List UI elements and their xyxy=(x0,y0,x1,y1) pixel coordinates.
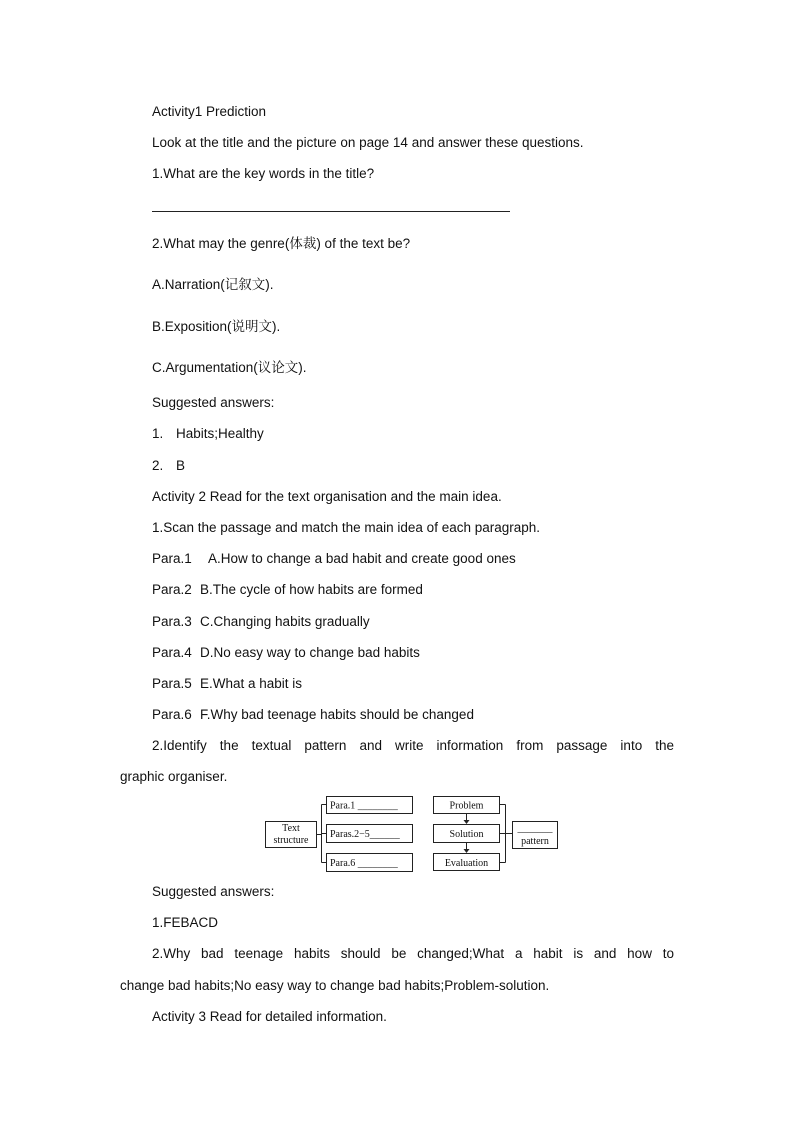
root-label-line1: Text xyxy=(282,823,300,834)
para-box-label: Para.1 ________ xyxy=(330,800,398,812)
arrow-head xyxy=(464,849,470,853)
arrow-head xyxy=(464,820,470,824)
match-para: Para.5 xyxy=(152,676,192,691)
flow-label: Evaluation xyxy=(444,858,489,869)
answer-number: 2. xyxy=(152,458,164,473)
match-idea: C.Changing habits gradually xyxy=(200,614,370,629)
activity3-heading: Activity 3 Read for detailed information. xyxy=(152,1009,387,1024)
result-blank: _______ xyxy=(517,823,553,834)
match-idea: A.How to change a bad habit and create good ones xyxy=(208,551,516,566)
match-idea: D.No easy way to change bad habits xyxy=(200,645,420,660)
answer-item xyxy=(152,457,185,475)
match-para: Para.3 xyxy=(152,614,192,629)
question-2: 2.What may the genre(体裁) of the text be? xyxy=(152,236,411,251)
match-idea: F.Why bad teenage habits should be changed xyxy=(200,707,474,722)
match-row xyxy=(152,675,302,693)
match-para: Para.4 xyxy=(152,645,192,660)
suggested-answers-label: Suggested answers: xyxy=(152,395,275,410)
flow-label: Problem xyxy=(449,800,484,812)
answer-text: B xyxy=(176,458,186,473)
suggested-answers-label: Suggested answers: xyxy=(152,884,275,899)
activity2-task2-line2: graphic organiser. xyxy=(120,769,228,784)
para-box-label: Paras.2−5______ xyxy=(330,829,400,840)
activity2-task2-line1: 2.Identify the textual pattern and write information from passage into the xyxy=(152,738,674,753)
activity1-heading: Activity1 Prediction xyxy=(152,104,267,119)
answer-blank-line xyxy=(152,211,510,212)
option-c: C.Argumentation(议论文). xyxy=(152,360,307,375)
option-a: A.Narration(记叙文). xyxy=(152,277,274,292)
match-para: Para.6 xyxy=(152,707,192,722)
match-idea: B.The cycle of how habits are formed xyxy=(200,582,423,597)
activity2-heading: Activity 2 Read for the text organisation and the main idea. xyxy=(152,489,502,504)
activity2-task1: 1.Scan the passage and match the main idea of each paragraph. xyxy=(152,520,541,535)
match-para: Para.1 xyxy=(152,551,192,566)
option-b: B.Exposition(说明文). xyxy=(152,319,281,334)
activity1-instruction: Look at the title and the picture on page 14 and answer these questions. xyxy=(152,135,584,150)
root-label-line2: structure xyxy=(273,835,309,846)
activity2-answer2-line2: change bad habits;No easy way to change bad habits;Problem-solution. xyxy=(120,978,550,993)
answer-text: Habits;Healthy xyxy=(176,426,264,441)
answer-number: 1. xyxy=(152,426,164,441)
activity2-answer1: 1.FEBACD xyxy=(152,915,219,930)
match-row xyxy=(152,613,370,631)
question-1: 1.What are the key words in the title? xyxy=(152,166,375,181)
para-box-label: Para.6 ________ xyxy=(330,858,398,869)
activity2-answer2-line1: 2.Why bad teenage habits should be changed;What a habit is and how to xyxy=(152,946,674,961)
result-label: pattern xyxy=(521,836,549,847)
flow-label: Solution xyxy=(449,829,484,840)
answer-item xyxy=(152,425,264,443)
match-idea: E.What a habit is xyxy=(200,676,303,691)
match-row xyxy=(152,550,516,568)
match-row xyxy=(152,644,420,662)
match-row xyxy=(152,581,423,599)
match-para: Para.2 xyxy=(152,582,192,597)
graphic-organiser-diagram xyxy=(264,793,564,875)
match-row xyxy=(152,706,474,724)
